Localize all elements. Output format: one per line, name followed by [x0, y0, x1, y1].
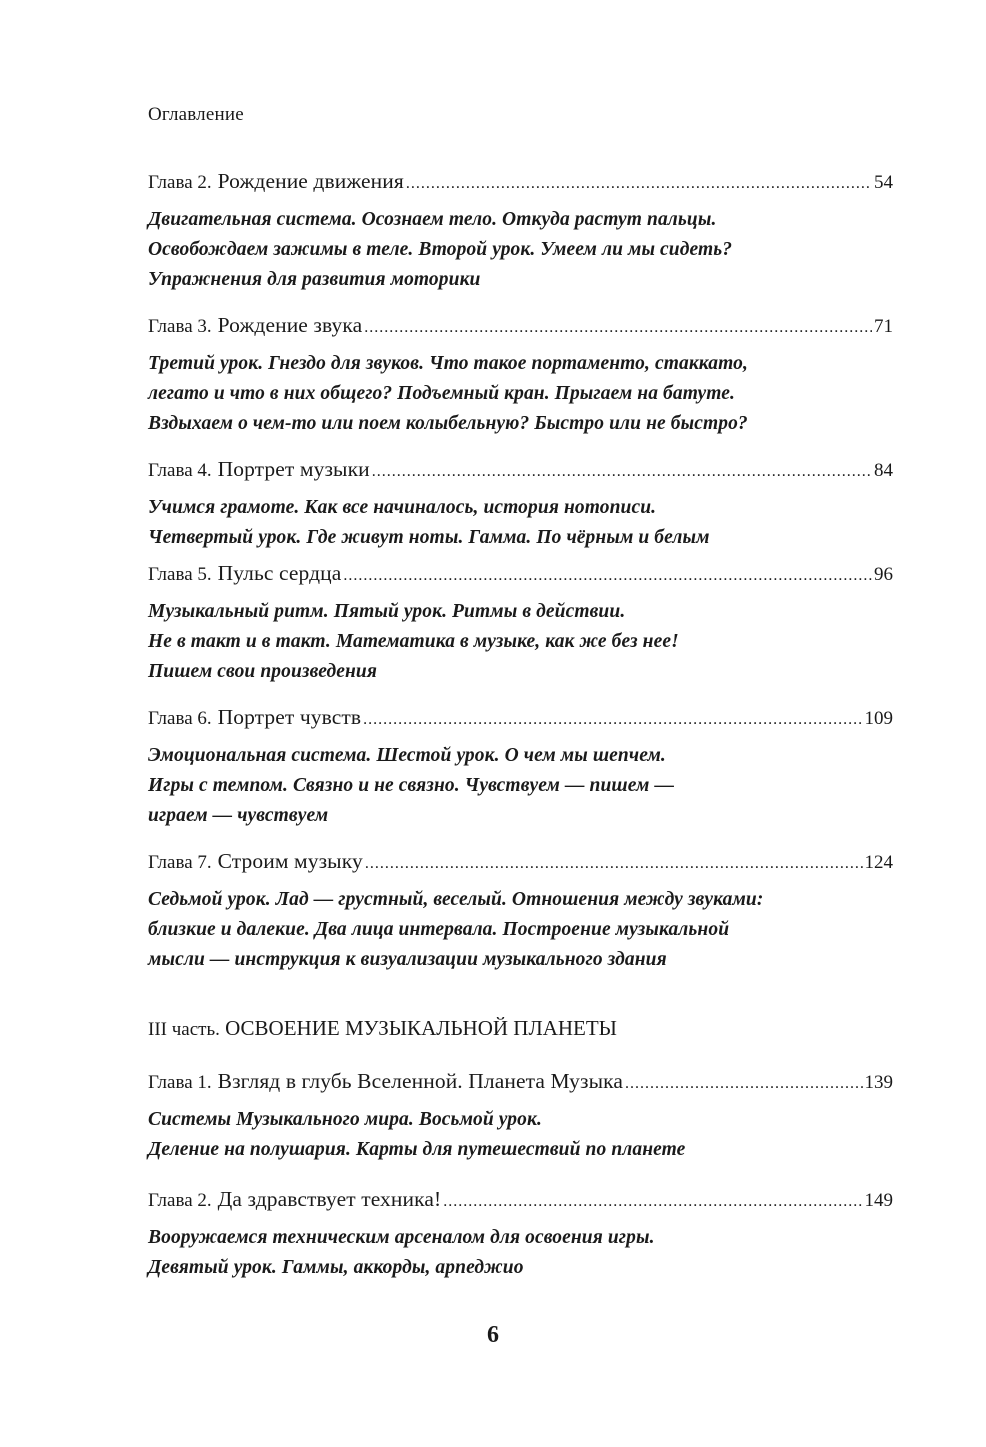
chapter-description	[148, 349, 893, 439]
toc-entry	[148, 704, 893, 831]
description-line: Четвертый урок. Где живут ноты. Гамма. По чёрным и белым	[148, 527, 710, 548]
dot-leader	[443, 1189, 862, 1215]
part-heading	[148, 1016, 617, 1041]
toc-entry	[148, 456, 893, 553]
description-line: Системы Музыкального мира. Восьмой урок.	[148, 1109, 542, 1130]
description-line: Упражнения для развития моторики	[148, 269, 481, 290]
dot-leader	[343, 563, 872, 589]
chapter-title: Строим музыку	[217, 849, 363, 873]
description-line: близкие и далекие. Два лица интервала. Построение музыкальной	[148, 919, 730, 940]
chapter-number: Глава 7.	[148, 852, 212, 873]
chapter-description	[148, 597, 893, 687]
description-line: Двигательная система. Осознаем тело. Откуда растут пальцы.	[148, 209, 717, 230]
chapter-line	[148, 168, 893, 197]
page-number: 54	[874, 172, 893, 193]
dot-leader	[625, 1071, 862, 1097]
page-number: 84	[874, 460, 893, 481]
page-number: 149	[864, 1190, 893, 1211]
chapter-title: Рождение звука	[217, 313, 363, 337]
dot-leader	[365, 851, 863, 877]
description-line: Освобождаем зажимы в теле. Второй урок. Умеем ли мы сидеть?	[148, 239, 733, 260]
chapter-description	[148, 205, 893, 295]
chapter-title: Портрет чувств	[217, 705, 362, 729]
chapter-number: Глава 6.	[148, 708, 212, 729]
description-line: Не в такт и в такт. Математика в музыке, как же без нее!	[148, 631, 679, 652]
toc-entry	[148, 1068, 893, 1165]
chapter-line	[148, 1068, 893, 1097]
dot-leader	[363, 707, 862, 733]
chapter-line	[148, 456, 893, 485]
chapter-number: Глава 4.	[148, 460, 212, 481]
dot-leader	[372, 459, 872, 485]
running-header: Оглавление	[148, 104, 244, 125]
description-line: Вздыхаем о чем-то или поем колыбельную? Быстро или не быстро?	[148, 413, 748, 434]
description-line: Деление на полушария. Карты для путешествий по планете	[148, 1139, 686, 1160]
toc-entry	[148, 168, 893, 295]
chapter-title: Да здравствует техника!	[217, 1187, 442, 1211]
chapter-number: Глава 1.	[148, 1072, 212, 1093]
chapter-number: Глава 2.	[148, 172, 212, 193]
chapter-description	[148, 1223, 893, 1283]
description-line: Третий урок. Гнездо для звуков. Что такое портаменто, стаккато,	[148, 353, 748, 374]
toc-entry	[148, 848, 893, 975]
page-number: 139	[864, 1072, 893, 1093]
chapter-title: Взгляд в глубь Вселенной. Планета Музыка	[217, 1069, 624, 1093]
chapter-line	[148, 848, 893, 877]
toc-entry	[148, 1186, 893, 1283]
chapter-description	[148, 493, 893, 553]
description-line: Игры с темпом. Связно и не связно. Чувствуем — пишем —	[148, 775, 675, 796]
chapter-number: Глава 2.	[148, 1190, 212, 1211]
description-line: Музыкальный ритм. Пятый урок. Ритмы в действии.	[148, 601, 626, 622]
chapter-title: Пульс сердца	[217, 561, 342, 585]
chapter-description	[148, 1105, 893, 1165]
chapter-number: Глава 5.	[148, 564, 212, 585]
description-line: играем — чувствуем	[148, 805, 329, 826]
chapter-description	[148, 741, 893, 831]
description-line: Девятый урок. Гаммы, аккорды, арпеджио	[148, 1257, 524, 1278]
chapter-line	[148, 560, 893, 589]
chapter-description	[148, 885, 893, 975]
chapter-title: Рождение движения	[217, 169, 404, 193]
description-line: Седьмой урок. Лад — грустный, веселый. Отношения между звуками:	[148, 889, 764, 910]
dot-leader	[364, 315, 872, 341]
page-number: 109	[864, 708, 893, 729]
part-title: ОСВОЕНИЕ МУЗЫКАЛЬНОЙ ПЛАНЕТЫ	[225, 1016, 617, 1040]
page-number: 71	[874, 316, 893, 337]
page-number: 96	[874, 564, 893, 585]
description-line: Эмоциональная система. Шестой урок. О чем мы шепчем.	[148, 745, 666, 766]
description-line: легато и что в них общего? Подъемный кран. Прыгаем на батуте.	[148, 383, 735, 404]
dot-leader	[406, 171, 872, 197]
page-folio: 6	[487, 1322, 499, 1348]
chapter-line	[148, 1186, 893, 1215]
chapter-line	[148, 704, 893, 733]
part-number: III часть.	[148, 1019, 220, 1040]
description-line: Учимся грамоте. Как все начиналось, история нотописи.	[148, 497, 657, 518]
toc-entry	[148, 312, 893, 439]
chapter-number: Глава 3.	[148, 316, 212, 337]
toc-entry	[148, 560, 893, 687]
description-line: Пишем свои произведения	[148, 661, 378, 682]
description-line: мысли — инструкция к визуализации музыкального здания	[148, 949, 667, 970]
chapter-line	[148, 312, 893, 341]
chapter-title: Портрет музыки	[217, 457, 370, 481]
description-line: Вооружаемся техническим арсеналом для освоения игры.	[148, 1227, 655, 1248]
page-number: 124	[864, 852, 893, 873]
